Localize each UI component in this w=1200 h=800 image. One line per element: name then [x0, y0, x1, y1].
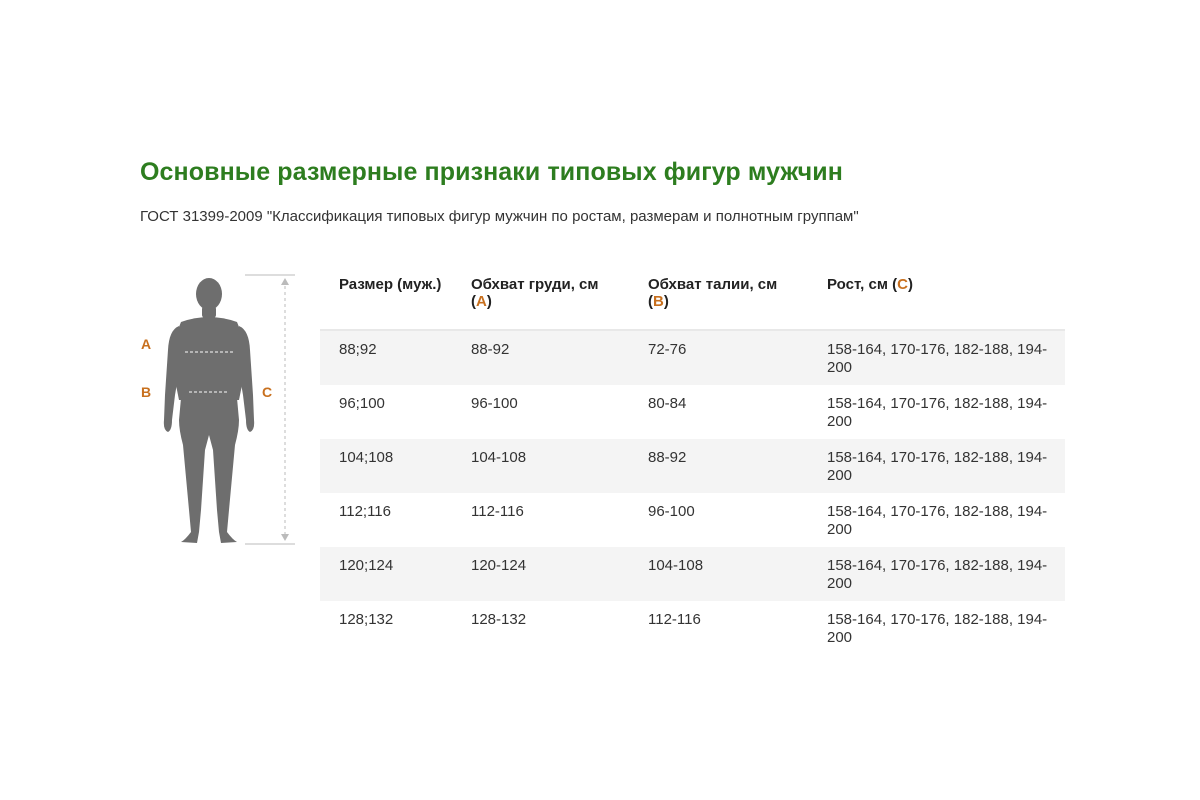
table-row — [320, 439, 1065, 493]
table-row — [320, 385, 1065, 439]
marker-c-label: C — [262, 384, 273, 400]
cell-waist: 80-84 — [648, 395, 687, 412]
cell-chest: 96-100 — [471, 395, 518, 412]
cell-height: 158-164, 170-176, 182-188, 194-200 — [808, 439, 1065, 493]
page-title: Основные размерные признаки типовых фигур мужчин — [140, 158, 843, 186]
cell-chest: 120-124 — [452, 547, 629, 601]
cell-size: 96;100 — [339, 395, 385, 412]
cell-height: 158-164, 170-176, 182-188, 194-200 — [827, 395, 1048, 430]
table-row — [320, 330, 1065, 385]
cell-chest: 88-92 — [452, 330, 629, 385]
table-row — [320, 601, 1065, 655]
size-table — [320, 268, 1065, 655]
cell-size: 112;116 — [339, 503, 391, 520]
cell-size: 120;124 — [320, 547, 452, 601]
marker-b-label: B — [141, 384, 152, 400]
cell-waist: 72-76 — [629, 330, 808, 385]
table-row — [320, 493, 1065, 547]
cell-height: 158-164, 170-176, 182-188, 194-200 — [827, 503, 1048, 538]
cell-chest: 128-132 — [471, 611, 527, 628]
cell-size: 128;132 — [339, 611, 394, 628]
header-height: Рост, см (С) — [808, 268, 1065, 330]
body-measurement-figure — [135, 270, 305, 555]
cell-waist: 96-100 — [648, 503, 695, 520]
marker-a-label: A — [141, 336, 152, 352]
cell-height: 158-164, 170-176, 182-188, 194-200 — [808, 547, 1065, 601]
header-size: Размер (муж.) — [320, 268, 452, 330]
cell-chest: 104-108 — [452, 439, 629, 493]
cell-size: 88;92 — [320, 330, 452, 385]
cell-height: 158-164, 170-176, 182-188, 194-200 — [808, 330, 1065, 385]
human-silhouette-icon — [135, 270, 305, 555]
cell-waist: 104-108 — [629, 547, 808, 601]
header-chest: Обхват груди, см (А) — [452, 268, 629, 330]
cell-size: 104;108 — [320, 439, 452, 493]
page-subtitle: ГОСТ 31399-2009 "Классификация типовых фигур мужчин по ростам, размерам и полнотным группам" — [140, 208, 859, 225]
height-arrow-up-icon — [281, 278, 289, 285]
table-header-row — [320, 268, 1065, 330]
height-arrow-down-icon — [281, 534, 289, 541]
header-waist: Обхват талии, см (В) — [629, 268, 808, 330]
cell-waist: 112-116 — [648, 611, 701, 628]
cell-waist: 88-92 — [629, 439, 808, 493]
table-row — [320, 547, 1065, 601]
cell-height: 158-164, 170-176, 182-188, 194-200 — [827, 611, 1048, 646]
cell-chest: 112-116 — [471, 503, 524, 520]
